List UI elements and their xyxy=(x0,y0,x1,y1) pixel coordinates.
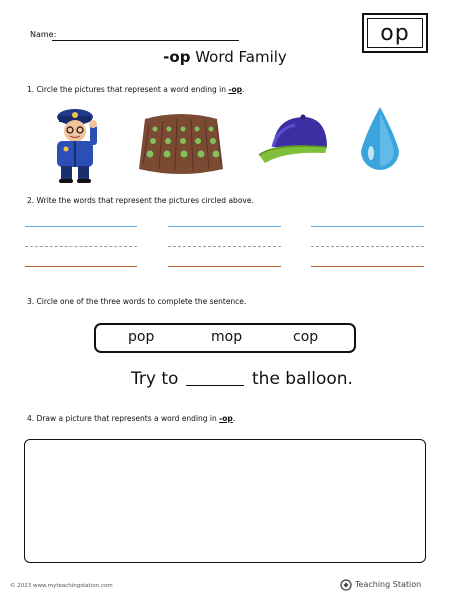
instruction-4-ending: -op xyxy=(219,414,233,423)
brand-name: Teaching Station xyxy=(355,580,422,589)
write-line-2-base xyxy=(168,266,281,267)
word-choice-pop[interactable]: pop xyxy=(128,329,155,345)
sentence-end: the balloon. xyxy=(252,369,353,389)
name-input-line[interactable] xyxy=(52,40,239,41)
instruction-4-period: . xyxy=(232,414,236,423)
cap-icon[interactable] xyxy=(255,103,337,183)
write-line-3-mid xyxy=(311,246,424,247)
teaching-station-logo-icon xyxy=(340,579,352,591)
name-label: Name: xyxy=(30,30,57,39)
word-choice-cop[interactable]: cop xyxy=(293,329,319,345)
copyright-text: © 2023 www.myteachingstation.com xyxy=(10,583,113,589)
instruction-1-period: . xyxy=(241,85,245,94)
instruction-2: 2. Write the words that represent the pictures circled above. xyxy=(27,196,254,205)
sentence-start: Try to xyxy=(131,369,179,389)
instruction-4 xyxy=(27,414,235,423)
word-choice-mop[interactable]: mop xyxy=(211,329,243,345)
write-line-1-mid xyxy=(25,246,137,247)
instruction-1-ending: -op xyxy=(228,85,242,94)
title-text: Word Family xyxy=(190,48,287,66)
word-family-text: op xyxy=(367,18,423,48)
police-officer-icon[interactable] xyxy=(40,103,110,183)
write-line-2-mid xyxy=(168,246,281,247)
write-line-3-base xyxy=(311,266,424,267)
write-line-2-top[interactable] xyxy=(168,226,281,227)
write-line-1-base xyxy=(25,266,137,267)
title-ending: -op xyxy=(163,48,191,66)
sentence-blank[interactable] xyxy=(186,385,244,386)
page-title xyxy=(0,48,450,66)
crop-field-icon[interactable] xyxy=(137,103,225,183)
instruction-1-text: 1. Circle the pictures that represent a word ending in xyxy=(27,85,229,94)
write-line-3-top[interactable] xyxy=(311,226,424,227)
word-family-box xyxy=(362,13,428,53)
instruction-1 xyxy=(27,85,244,94)
instruction-3: 3. Circle one of the three words to complete the sentence. xyxy=(27,297,247,306)
write-line-1-top[interactable] xyxy=(25,226,137,227)
water-drop-icon[interactable] xyxy=(355,103,405,183)
instruction-4-text: 4. Draw a picture that represents a word ending in xyxy=(27,414,220,423)
drawing-area[interactable] xyxy=(24,439,426,563)
